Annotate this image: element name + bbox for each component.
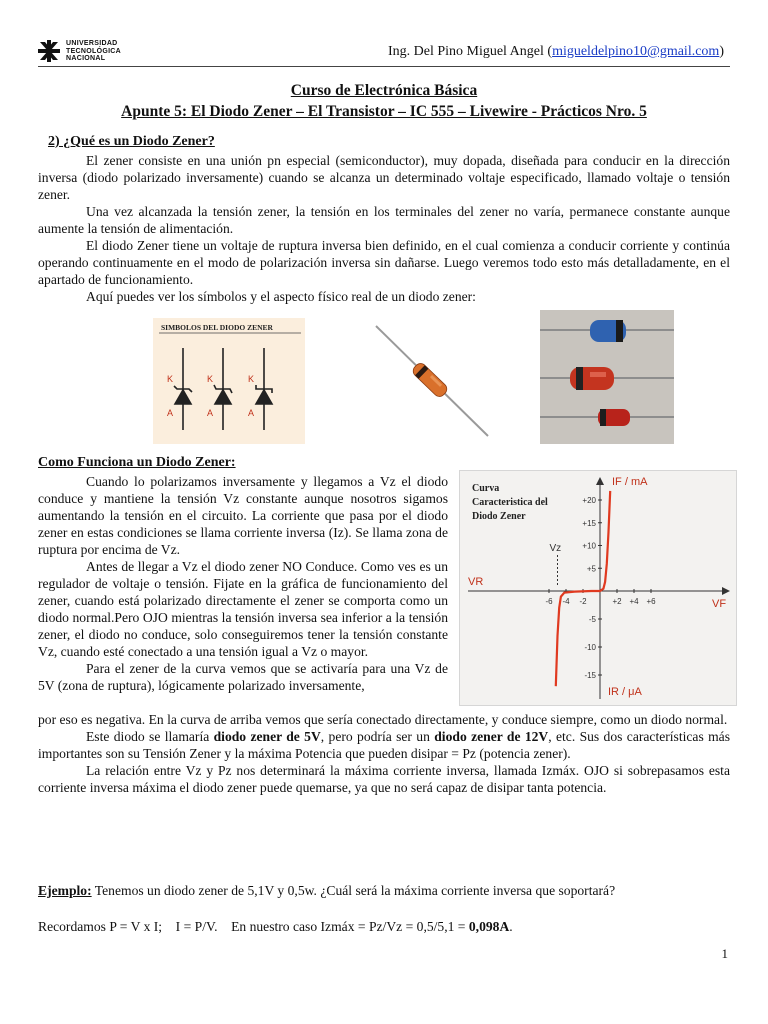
section-heading-zener: 2) ¿Qué es un Diodo Zener? — [48, 134, 215, 149]
x-axis-arrow-icon — [722, 587, 730, 595]
paragraph: Aquí puedes ver los símbolos y el aspecto físico real de un diodo zener: — [86, 289, 476, 304]
anode-label: A — [167, 408, 174, 418]
y-tick-label: +10 — [582, 541, 596, 551]
zener-symbols-image — [153, 318, 305, 444]
anode-label: A — [207, 408, 214, 418]
y-axis-top-label: IF / mA — [612, 476, 648, 488]
author-line — [388, 44, 724, 60]
logo-line: NACIONAL — [66, 55, 106, 62]
section-heading-function: Como Funciona un Diodo Zener: — [38, 455, 236, 470]
author-email-link[interactable]: migueldelpino10@gmail.com — [552, 44, 720, 59]
text-span: Este diodo se llamaría — [86, 729, 214, 744]
x-tick-label: +6 — [646, 597, 656, 606]
zener-symbol-icon — [174, 348, 192, 430]
text-span: , pero podría ser un — [320, 729, 435, 744]
document-title: Apunte 5: El Diodo Zener – El Transistor – IC 555 – Livewire - Prácticos Nro. 5 — [121, 103, 647, 120]
y-axis-bottom-label: IR / μA — [608, 686, 642, 698]
anode-label: A — [248, 408, 255, 418]
cathode-label: K — [248, 374, 255, 384]
formula-line — [38, 918, 730, 935]
paragraph: El zener consiste en una unión pn especial (semiconductor), muy dopada, diseñada para conducir en la dirección inversa (diodo polarizado inversamente) cuando se alcanza un determinado voltaje especificado, llamado voltaje o tensión zener. — [38, 153, 730, 202]
chart-title: Curva — [472, 483, 500, 494]
y-axis-arrow-icon — [596, 477, 604, 485]
formula-block — [38, 918, 730, 935]
zener-symbol-icon — [256, 348, 272, 430]
formula-end: . — [509, 919, 513, 934]
example-block — [38, 882, 730, 899]
example-line — [38, 882, 730, 899]
vz-label: Vz — [549, 543, 562, 554]
x-tick-label: +2 — [612, 597, 622, 606]
paragraph: La relación entre Vz y Pz nos determinará la máxima corriente inversa, llamada Izmáx. OJO si sobrepasamos esta corriente inversa máxima el diodo zener puede quemarse, ya que no será capaz de disipar tanta potencia. — [38, 763, 730, 795]
bold-text: diodo zener de 12V — [434, 729, 549, 744]
paragraph: Una vez alcanzada la tensión zener, la tensión en los terminales del zener no varía, permanece constante aunque aumente la tensión de alimentación. — [38, 204, 730, 236]
cathode-label: K — [207, 374, 214, 384]
x-tick-label: +4 — [629, 597, 639, 606]
formula-text: Recordamos P = V x I; I = P/V. En nuestro caso Izmáx = Pz/Vz = 0,5/5,1 = — [38, 919, 469, 934]
author-suffix: ) — [719, 44, 724, 59]
logo-line: UNIVERSIDAD — [66, 40, 118, 47]
y-tick-label: +5 — [586, 564, 596, 574]
logo-line: TECNOLÓGICA — [66, 47, 122, 55]
y-tick-label: -5 — [588, 615, 596, 624]
x-tick-label: -4 — [562, 597, 570, 606]
x-tick-label: -6 — [545, 597, 553, 606]
course-title: Curso de Electrónica Básica — [290, 82, 478, 99]
x-axis-right-label: VF — [712, 598, 727, 610]
cathode-label: K — [167, 374, 174, 384]
chart-title: Diodo Zener — [472, 511, 526, 522]
bold-text: diodo zener de 5V — [213, 729, 321, 744]
logo-text — [66, 40, 121, 63]
symbols-title: SIMBOLOS DEL DIODO ZENER — [161, 323, 273, 332]
author-name: Ing. Del Pino Miguel Angel ( — [387, 44, 553, 59]
text-span: , etc. Sus dos características más importantes son su Tensión Zener y la máxima Potencia que pueden disipar = Pz (potencia zener). — [38, 729, 731, 761]
paragraph: Cuando lo polarizamos inversamente y llegamos a Vz el diodo conduce y mantiene la tensión Vz constante aunque nosotros sigamos aumentando la tensión en el circuito. La corriente que pasa por el diodo zener en estas condiciones se llama corriente inversa (Iz). Se llama zona de ruptura por encima de Vz. — [38, 474, 448, 557]
example-text: Tenemos un diodo zener de 5,1V y 0,5w. ¿Cuál será la máxima corriente inversa que soportará? — [91, 883, 616, 898]
page-number: 1 — [721, 946, 728, 961]
chart-title: Caracteristica del — [472, 497, 548, 508]
paragraph: El diodo Zener tiene un voltaje de ruptura inversa bien definido, en el cual comienza a conducir corriente y continúa operando continuamente en el modo de polarización inversa sin dañarse. Luego veremos todo esto más detalladamente, en el apartado de funcionamiento. — [38, 238, 730, 287]
section-body-zener — [38, 152, 730, 305]
paragraph: Para el zener de la curva vemos que se activaría para una Vz de 5V (zona de ruptura), lógicamente polarizado inversamente, — [38, 661, 448, 693]
x-tick-label: -2 — [579, 597, 587, 606]
zener-diodes-photo — [540, 310, 674, 444]
header-divider — [38, 66, 730, 67]
utn-logo-icon — [38, 40, 60, 62]
university-logo — [38, 40, 121, 63]
y-tick-label: +20 — [582, 496, 596, 505]
zener-diode-photo — [368, 320, 494, 440]
paragraph: Antes de llegar a Vz el diodo zener NO Conduce. Como ves es un regulador de voltaje o tensión. Fijate en la gráfica de funcionamiento del zener, cuando está polarizado directamente el zener se comporta como un diodo normal.Pero OJO mientras la tensión inversa sea inferior a la tensión zener, el diodo no conduce, solo conseguiremos tener la tensión constante Vz, cuando esté conectado a una tensión igual a Vz o mayor. — [38, 559, 448, 659]
y-tick-label: -15 — [584, 671, 596, 680]
y-tick-label: +15 — [582, 518, 596, 528]
paragraph: por eso es negativa. En la curva de arriba vemos que sería conectado directamente, y conduce siempre, como un diodo normal. — [38, 712, 728, 727]
example-label: Ejemplo: — [38, 883, 92, 898]
paragraph — [38, 728, 730, 762]
chart-svg — [460, 471, 736, 705]
y-tick-label: -10 — [584, 643, 596, 652]
formula-result: 0,098A — [468, 919, 510, 934]
section-body-function — [38, 473, 448, 694]
x-axis-left-label: VR — [468, 576, 484, 588]
zener-symbol-icon — [214, 348, 232, 430]
zener-curve-chart — [459, 470, 737, 706]
section-body-function-cont — [38, 711, 730, 796]
